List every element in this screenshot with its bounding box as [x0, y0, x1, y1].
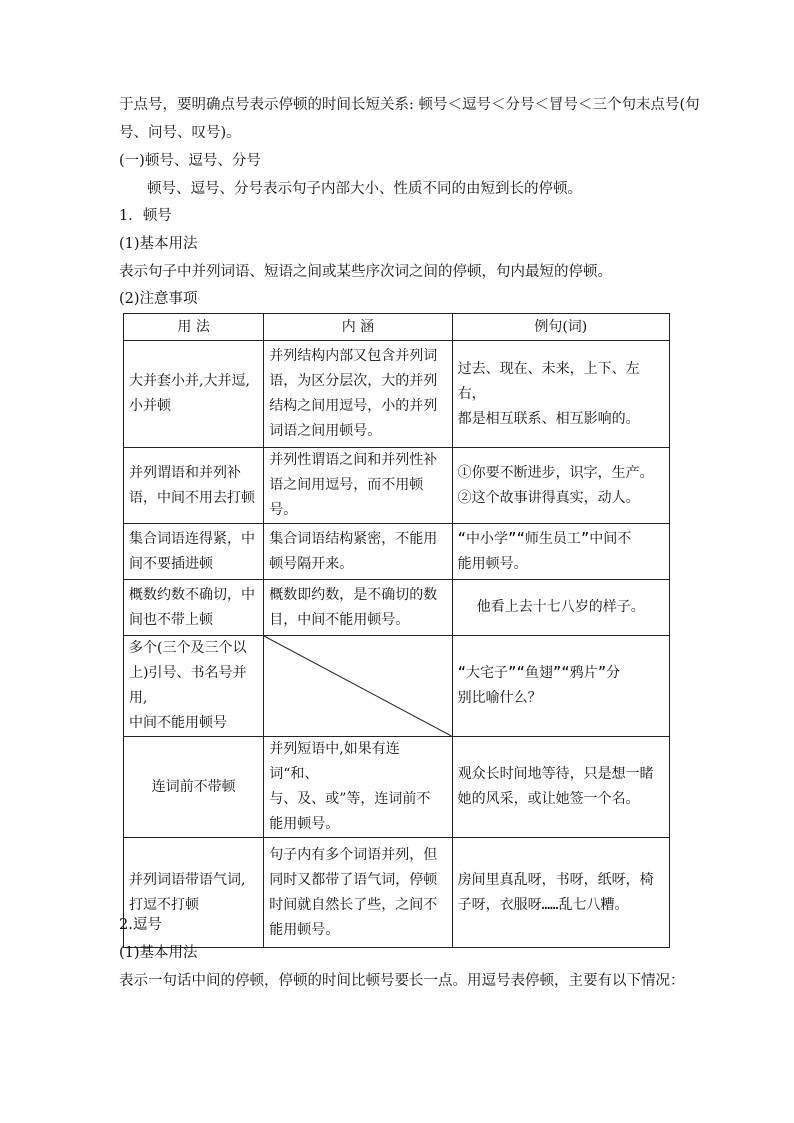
usage-cell: 并列词语带语气词, 打逗不打顿	[124, 838, 264, 948]
table-header-row	[124, 314, 670, 341]
meaning-cell: 并列短语中,如果有连词“和、 与、及、或”等，连词前不 能用顿号。	[264, 737, 452, 838]
example-cell: 他看上去十七八岁的样子。	[452, 580, 669, 636]
douhao-basic-text: 表示一句话中间的停顿，停顿的时间比顿号要长一点。用逗号表停顿，主要有以下情况：	[119, 973, 685, 989]
usage-cell: 并列谓语和并列补 语，中间不用去打顿	[124, 448, 264, 524]
header-example: 例句(词)	[452, 314, 669, 341]
example-cell: 观众长时间地等待，只是想一睹 她的风采，或让她签一个名。	[452, 737, 669, 838]
table-row	[124, 737, 670, 838]
dunhao-usage-table	[123, 313, 670, 948]
dunhao-heading: 1．顿号	[119, 208, 172, 224]
diagonal-line	[264, 636, 451, 736]
meaning-cell: 概数即约数，是不确切的数 目，中间不能用顿号。	[264, 580, 452, 636]
intro-line-1: 于点号，要明确点号表示停顿的时间长短关系: 顿号＜逗号＜分号＜冒号＜三个句末点号(句	[119, 97, 700, 113]
example-cell: “大宅子”“鱼翅”“鸦片”分 别比喻什么？	[452, 636, 669, 737]
table-row	[124, 524, 670, 580]
douhao-heading: 2.逗号	[119, 917, 162, 933]
empty-diagonal-cell	[264, 636, 452, 737]
table-row	[124, 580, 670, 636]
table-row	[124, 636, 670, 737]
usage-cell: 连词前不带顿	[124, 737, 264, 838]
intro-line-2: 号、问号、叹号)。	[119, 125, 241, 141]
meaning-cell: 句子内有多个词语并列，但 同时又都带了语气词，停顿 时间就自然长了些，之间不 能用顿号。	[264, 838, 452, 948]
table-row	[124, 838, 670, 948]
table-row	[124, 448, 670, 524]
section-heading-dun-dou-fen: (一)顿号、逗号、分号	[119, 153, 261, 169]
example-cell: 房间里真乱呀，书呀，纸呀，椅 子呀，衣服呀……乱七八糟。	[452, 838, 669, 948]
section-description: 顿号、逗号、分号表示句子内部大小、性质不同的由短到长的停顿。	[147, 181, 582, 197]
usage-cell: 概数约数不确切，中 间也不带上顿	[124, 580, 264, 636]
usage-cell: 集合词语连得紧，中 间不要插进顿	[124, 524, 264, 580]
usage-cell: 多个(三个及三个以 上)引号、书名号并用, 中间不能用顿号	[124, 636, 264, 737]
douhao-basic-heading: (1)基本用法	[119, 945, 198, 961]
dunhao-basic-text: 表示句子中并列词语、短语之间或某些序次词之间的停顿，句内最短的停顿。	[119, 264, 612, 280]
example-cell: 过去、现在、未来，上下、左右， 都是相互联系、相互影响的。	[452, 341, 669, 448]
header-meaning: 内 涵	[264, 314, 452, 341]
meaning-cell: 集合词语结构紧密，不能用 顿号隔开来。	[264, 524, 452, 580]
meaning-cell: 并列结构内部又包含并列词 语，为区分层次，大的并列 结构之间用逗号，小的并列 词语之间用顿号。	[264, 341, 452, 448]
meaning-cell: 并列性谓语之间和并列性补 语之间用逗号，而不用顿号。	[264, 448, 452, 524]
example-cell: “中小学”“师生员工”中间不 能用顿号。	[452, 524, 669, 580]
table-row	[124, 341, 670, 448]
dunhao-notes-heading: (2)注意事项	[119, 291, 198, 307]
header-usage: 用 法	[124, 314, 264, 341]
dunhao-basic-heading: (1)基本用法	[119, 236, 198, 252]
usage-cell: 大并套小并,大并逗, 小并顿	[124, 341, 264, 448]
example-cell: ①你要不断进步，识字，生产。 ②这个故事讲得真实，动人。	[452, 448, 669, 524]
